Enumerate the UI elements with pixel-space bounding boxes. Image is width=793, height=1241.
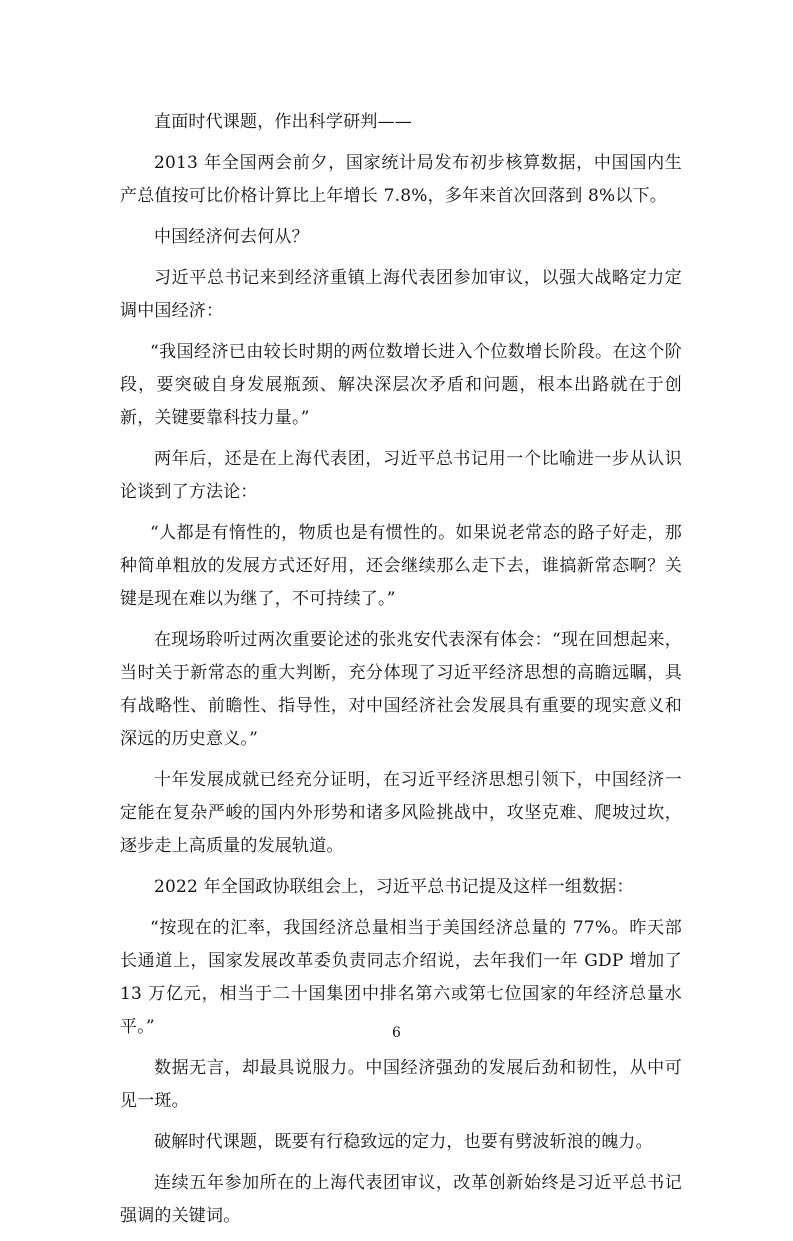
- paragraph: 2013 年全国两会前夕，国家统计局发布初步核算数据，中国国内生产总值按可比价格计算比上年增长 7.8%，多年来首次回落到 8%以下。: [120, 153, 682, 206]
- quote-paragraph: “人都是有惰性的，物质也是有惯性的。如果说老常态的路子好走，那种简单粗放的发展方式还好用，还会继续那么走下去，谁搞新常态啊？关键是现在难以为继了，不可持续了。”: [120, 523, 682, 609]
- paragraph: 2022 年全国政协联组会上，习近平总书记提及这样一组数据：: [154, 877, 634, 897]
- quote-paragraph: “我国经济已由较长时期的两位数增长进入个位数增长阶段。在这个阶段，要突破自身发展瓶颈、解决深层次矛盾和问题，根本出路就在于创新，关键要靠科技力量。”: [120, 342, 682, 428]
- paragraph: 习近平总书记来到经济重镇上海代表团参加审议，以强大战略定力定调中国经济：: [120, 268, 682, 321]
- article-body: [120, 106, 682, 1241]
- paragraph: 连续五年参加所在的上海代表团审议，改革创新始终是习近平总书记强调的关键词。: [120, 1173, 682, 1226]
- paragraph: 数据无言，却最具说服力。中国经济强劲的发展后劲和韧性，从中可见一斑。: [120, 1058, 682, 1111]
- paragraph: 两年后，还是在上海代表团，习近平总书记用一个比喻进一步从认识论谈到了方法论：: [120, 449, 682, 502]
- paragraph: 直面时代课题，作出科学研判——: [154, 112, 412, 132]
- page-number: 6: [392, 1025, 401, 1041]
- paragraph: 十年发展成就已经充分证明，在习近平经济思想引领下，中国经济一定能在复杂严峻的国内外形势和诸多风险挑战中，攻坚克难、爬坡过坎，逐步走上高质量的发展轨道。: [120, 770, 682, 856]
- paragraph: 破解时代课题，既要有行稳致远的定力，也要有劈波斩浪的魄力。: [154, 1132, 653, 1152]
- paragraph: 在现场聆听过两次重要论述的张兆安代表深有体会：“现在回想起来，当时关于新常态的重大判断，充分体现了习近平经济思想的高瞻远瞩，具有战略性、前瞻性、指导性，对中国经济社会发展具有重要的现实意义和深远的历史意义。”: [120, 630, 682, 749]
- quote-paragraph: “按现在的汇率，我国经济总量相当于美国经济总量的 77%。昨天部长通道上，国家发展改革委负责同志介绍说，去年我们一年 GDP 增加了 13 万亿元，相当于二十国集团中排名第六或第七位国家的年经济总量水平。”: [120, 918, 682, 1037]
- paragraph: 中国经济何去何从？: [154, 227, 309, 247]
